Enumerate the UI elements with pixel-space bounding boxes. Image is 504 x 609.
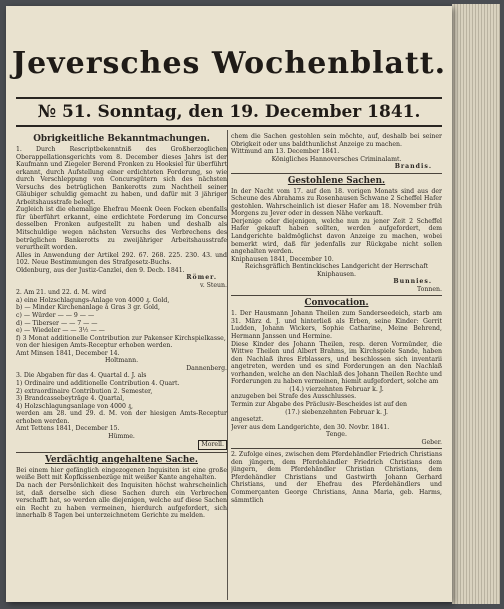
paragraph: Kniphausen 1841, December 10.	[231, 255, 334, 263]
signature-right: Tonnen.	[417, 285, 442, 293]
masthead-rule-bottom	[16, 125, 442, 127]
signature-right: Geber.	[421, 438, 442, 446]
centered-line: Königliches Hannoversches Criminalamt.	[271, 155, 402, 163]
signature: Bunnies.	[393, 278, 432, 286]
left-column	[16, 133, 227, 599]
centered-line: Holtmann.	[104, 357, 139, 365]
section-divider	[231, 295, 442, 296]
centered-line: (17.) siebenzehnten Februar k. J.	[285, 408, 388, 416]
section-divider	[231, 173, 442, 174]
signature: Römer.	[186, 274, 217, 282]
paragraph: werden am 28. und 29. d. M. von der hiesigen Amts-Receptur erhoben werden.	[16, 410, 227, 425]
paragraph: chem die Sachen gestohlen sein möchte, auf, deshalb bei seiner Obrigkeit oder uns baldthunlichst Anzeige zu machen.	[231, 133, 442, 148]
paragraph: 1) Ordinaire und additionelle Contribution 4. Quart.	[16, 379, 180, 387]
issue-line	[6, 102, 452, 122]
signature-right: v. Steun.	[199, 281, 227, 289]
right-column	[231, 133, 442, 599]
centered-line: Hümme.	[108, 432, 135, 440]
section-heading: Gestohlene Sachen.	[287, 175, 386, 186]
paragraph: 1. Der Hausmann Johann Theilen zum Sanderseedeich, starb am 31. März d. J. und hinterließ als Erben, seine Kinder: Gerrit Ludden, Johann Wickers, Sophie Catharine, Meine Behrend, Hermann Janssen und Hermine.	[231, 310, 442, 341]
paragraph: Oldenburg, aus der Justiz-Canzlei, den 9. Decb. 1841.	[16, 266, 185, 274]
issue-date: Sonntag, den 19. December 1841.	[97, 102, 421, 122]
paragraph: d) — Tiberser — — 7 — —	[16, 319, 98, 327]
paragraph: 2. Am 21. und 22. d. M. wird	[16, 289, 107, 297]
paragraph: Wittmund am 13. December 1841.	[231, 148, 340, 156]
paragraph: c) — Würder — — 9 — —	[16, 312, 95, 320]
paragraph: Termin zur Abgabe des Präclusiv-Bescheides ist auf den	[231, 400, 408, 408]
signature-right-boxed	[16, 440, 227, 450]
paragraph: Jever aus dem Landgerichte, den 30. Novbr. 1841.	[231, 423, 390, 431]
paragraph: f) 3 Monat additionelle Contribution zur Pakenser Kirchspielkasse,	[16, 334, 226, 342]
boxed-signature: Morell.	[198, 440, 227, 450]
paragraph: 2. Zufolge eines, zwischen dem Pferdehändler Friedrich Christians den jüngern, dem Pferdehändler Friedrich Christians dem jüngern, dem Pferdehändler Christian Christians, dem Pferdehändler Christians und Gastwirth Johann Gerhard Christians, und der Ehefrau des Pferdehändlers und Commerçanten George Christians, Anna Maria, geb. Harms, sämmtlich	[231, 451, 442, 504]
paragraph: angesetzt.	[231, 416, 264, 424]
paragraph: anzugeben bei Strafe des Ausschlusses.	[231, 393, 357, 401]
paragraph: a) eine Holzschlagungs-Anlage von 4000 ₰. Gold,	[16, 296, 170, 304]
section-divider	[16, 452, 227, 453]
section-heading: Verdächtig angehaltene Sache.	[45, 454, 198, 465]
section-divider	[231, 448, 442, 449]
paragraph: Alles in Anwendung der Artikel 292. 67. 268. 225. 230. 43. und 102. Neue Bestimmungen des Strafgesetz-Buchs.	[16, 251, 227, 267]
paragraph: Bei einem hier gefänglich eingezogenen Inquisiten ist eine große weiße Bett mit Kopfkissenbezüge mit weißer Kante angehalten.	[16, 466, 227, 482]
section-heading: Convocation.	[304, 298, 369, 309]
paragraph: Amt Minsen 1841, December 14.	[16, 349, 120, 357]
paragraph: 2) extraordinaire Contribution 2. Semester,	[16, 387, 153, 395]
section-heading: Obrigkeitliche Bekanntmachungen.	[33, 134, 210, 144]
centered-line: Tenge.	[326, 431, 347, 439]
paragraph: b) — Minder Kirchenanlage à Gras 3 gr. Gold,	[16, 304, 160, 312]
paragraph: Amt Tettens 1841, December 15.	[16, 425, 120, 433]
centered-line: (14.) vierzehnten Februar k. J.	[289, 385, 384, 393]
paragraph: e) — Wiedeler — — 3½ — —	[16, 327, 105, 335]
issue-number: № 51.	[37, 102, 92, 122]
masthead-title: Jeversches Wochenblatt.	[11, 46, 447, 81]
paragraph: 4) Holzschlagungsanlage von 4000 ₰,	[16, 402, 133, 410]
paragraph: 3) Brandcassebeyträge 4. Quartal,	[16, 395, 125, 403]
paragraph: Derjenige oder diejenigen, welche nun zu jener Zeit 2 Scheffel Hafer gekauft haben sollten, werden aufgefordert, dem Landgerichte baldmöglichst davon Anzeige zu machen, wobei bemerkt wird, daß für jedenfalls zur Rückgabe nicht sollen angehalten werden.	[231, 217, 442, 256]
paragraph: Zugleich ist die ehemalige Ehefrau Meenk Oeen Focken ebenfalls für überführt erkannt, eine erdichtete Forderung im Concurse desselben Fronken aufgestellt zu haben und deshalb als Mitschuldige wegen nächsten Versuchs des Verbrechens des betrüglichen Bankerotts zu zweijähriger Arbeitshausstrafe verurtheilt worden.	[16, 206, 227, 252]
centered-line: Reichsgräflich Bentinckisches Landgericht der Herrschaft Kniphausen.	[244, 263, 429, 278]
paragraph: 3. Die Abgaben für das 4. Quartal d. J. als	[16, 372, 147, 380]
paragraph: Diese Kinder des Johann Theilen, resp. deren Vormünder, die Wittwe Theilen und Albert Brahms, im Kirchspiele Sande, haben den Nachlaß ihres Erblassers, und beschlossen sich inventarii angetreten, werden und es sind Forderungen an den Nachlaß vorhanden, welche an den Nachlaß des Johann Theilen Rechte und Forderungen zu haben vermeinen, hiemit aufgefordert, solche am	[231, 340, 442, 386]
paragraph: In der Nacht vom 17. auf den 18. vorigen Monats sind aus der Scheune des Abrahams zu Rosenhausen Schwane 2 Scheffel Hafer gestohlen. Wahrscheinlich ist dieser Hafer am 18. November früh Morgens zu Jever oder in dessen Nähe verkauft.	[231, 187, 442, 218]
signature-right: Dannenberg.	[186, 364, 227, 372]
paragraph: von der hiesigen Amts-Receptur erhoben werden.	[16, 342, 173, 350]
paragraph: Da nach der Persönlichkeit des Inquisiten höchst wahrscheinlich ist, daß derselbe sich diese Sachen durch ein Verbrechen verschafft hat, so werden alle diejenigen, welche auf diese Sachen ein Recht zu haben vermeinen, hierdurch aufgefordert, sich innerhalb 8 Tagen bei unterzeichnetem Gerichte zu melden.	[16, 481, 227, 520]
paragraph: 1. Durch Rescriptbekenntniß des Großherzoglichen Oberappellationsgerichts vom 8. December dieses Jahrs ist der Kaufmann und Ziegeler Berend Fronken zu Hooksiel für überführt erkannt, durch Aufstellung einer erdichteten Forderung, so wie durch Verschleppung von Concursgütern sich des nächsten Versuchs des betrüglichen Bankerotts zum Nachtheil seiner Gläubiger schuldig gemacht zu haben, und dafür mit 3 jähriger Arbeitshausstrafe belegt.	[16, 146, 227, 206]
column-separator	[227, 130, 228, 600]
masthead-rule-top	[16, 97, 442, 99]
newspaper-page	[6, 6, 452, 602]
page-edges	[452, 4, 500, 604]
signature: Brandis.	[394, 163, 432, 171]
